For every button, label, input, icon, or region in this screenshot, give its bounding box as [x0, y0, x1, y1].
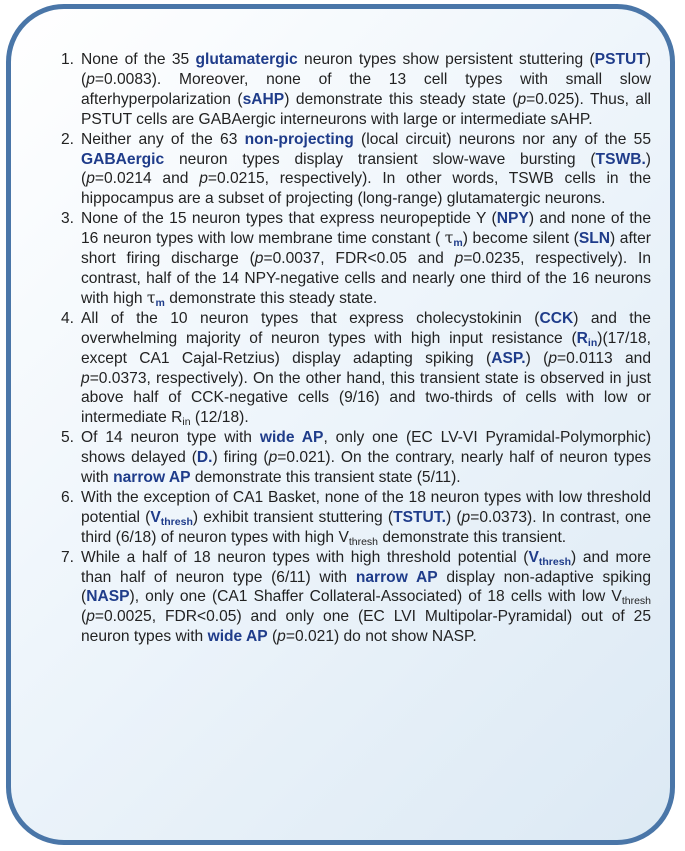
- text-run: ) (: [81, 150, 651, 188]
- finding-item: [61, 309, 651, 428]
- tau-symbol: τ: [146, 288, 156, 307]
- text-run: neuron types show persistent stuttering (: [297, 51, 595, 68]
- text-run: With the exception of CA1 Basket, none of the 18 neuron types with low threshold potential (: [81, 488, 651, 526]
- keyword: TSWB.: [595, 150, 646, 168]
- finding-number: 2.: [61, 130, 75, 148]
- finding-text: [81, 489, 651, 546]
- p-value-symbol: p: [199, 170, 208, 188]
- text-run: =0.0215, respectively). In other words, TSWB cells in the hippocampus are a subset of projecting (long-range) glutamatergic neurons.: [81, 170, 651, 208]
- text-run: =0.0113 and: [557, 349, 652, 367]
- text-run: Of 14 neuron type with: [81, 429, 260, 447]
- text-run: display non-adaptive spiking (: [81, 568, 652, 606]
- keyword: D.: [196, 449, 213, 467]
- text-run: ) and the overwhelming majority of neuron types with high input resistance (: [81, 309, 651, 347]
- text-run: =0.025). Thus, all PSTUT cells are GABAergic interneurons with large or intermediate sAHP.: [81, 90, 651, 128]
- finding-number: 5.: [61, 429, 75, 447]
- findings-card: [6, 4, 675, 845]
- finding-text: [81, 549, 651, 646]
- finding-item: [61, 209, 651, 309]
- text-run: ) and more than half of neuron type (6/11) with: [81, 548, 651, 586]
- subscript: thresh: [621, 595, 651, 608]
- p-value-symbol: p: [86, 70, 95, 88]
- finding-text: [81, 310, 651, 427]
- subscript: thresh: [160, 515, 193, 528]
- finding-number: 1.: [61, 51, 75, 68]
- text-run: ) firing (: [212, 449, 269, 467]
- finding-text: [81, 210, 651, 307]
- p-value-symbol: p: [461, 508, 471, 526]
- keyword: R: [576, 329, 588, 347]
- keyword: NASP: [86, 588, 130, 606]
- subscript: in: [182, 416, 191, 429]
- text-run: ) (: [81, 51, 651, 88]
- p-value-symbol: p: [81, 369, 90, 387]
- text-run: , only one (EC LV-VI Pyramidal-Polymorphic) shows delayed (: [81, 429, 652, 467]
- text-run: ) become silent (: [462, 230, 579, 248]
- text-run: Neither any of the 63: [81, 130, 245, 148]
- p-value-symbol: p: [268, 449, 278, 467]
- keyword: TSTUT.: [393, 508, 446, 526]
- text-run: ) after short firing discharge (: [81, 230, 651, 268]
- text-run: (: [267, 628, 278, 646]
- text-run: ) (: [525, 349, 549, 367]
- finding-text: [81, 51, 651, 128]
- text-run: (local circuit) neurons nor any of the 55: [353, 130, 651, 148]
- subscript: thresh: [538, 555, 571, 568]
- text-run: ) demonstrate this steady state (: [284, 90, 518, 108]
- findings-list: [61, 50, 651, 647]
- tau-symbol: τ: [444, 229, 454, 248]
- keyword: sAHP: [242, 90, 285, 108]
- p-value-symbol: p: [454, 250, 464, 268]
- finding-number: 7.: [61, 548, 75, 566]
- text-run: =0.0235, respectively). In contrast, half of the 14 NPY-negative cells and nearly one third of the 16 neurons with high: [81, 250, 651, 307]
- finding-text: [81, 131, 651, 208]
- text-run: =0.021). On the contrary, nearly half of neuron types with: [81, 449, 651, 487]
- keyword: GABAergic: [81, 150, 165, 168]
- keyword: glutamatergic: [195, 51, 298, 68]
- text-run: ), only one (CA1 Shaffer Collateral-Associated) of 18 cells with low V: [129, 588, 622, 606]
- p-value-symbol: p: [548, 349, 558, 367]
- text-run: (: [81, 608, 87, 626]
- keyword: PSTUT: [594, 51, 646, 68]
- text-run: demonstrate this steady state.: [164, 289, 378, 307]
- text-run: ) (: [445, 508, 462, 526]
- subscript: thresh: [348, 535, 379, 548]
- finding-item: [61, 130, 651, 210]
- keyword: NPY: [496, 210, 529, 228]
- keyword: V: [150, 508, 161, 526]
- keyword: wide AP: [259, 429, 324, 447]
- finding-item: [61, 488, 651, 548]
- finding-item: [61, 548, 651, 648]
- keyword: CCK: [539, 309, 574, 327]
- text-run: demonstrate this transient state (5/11).: [190, 469, 461, 487]
- p-value-symbol: p: [277, 628, 286, 646]
- text-run: None of the 15 neuron types that express neuropeptide Y (: [81, 210, 497, 228]
- keyword: wide AP: [207, 628, 268, 646]
- text-run: neuron types display transient slow-wave bursting (: [164, 150, 596, 168]
- finding-item: [61, 50, 651, 130]
- text-run: None of the 35: [81, 51, 196, 68]
- text-run: demonstrate this transient.: [378, 528, 567, 546]
- subscript: m: [155, 296, 165, 309]
- subscript: in: [587, 336, 598, 349]
- keyword: narrow AP: [355, 568, 438, 586]
- keyword: ASP.: [491, 349, 526, 367]
- p-value-symbol: p: [86, 608, 95, 626]
- finding-number: 4.: [61, 309, 75, 327]
- p-value-symbol: p: [254, 250, 264, 268]
- finding-item: [61, 428, 651, 488]
- text-run: =0.021) do not show NASP.: [285, 628, 477, 646]
- text-run: =0.0025, FDR<0.05) and only one (EC LVI Multipolar-Pyramidal) out of 25 neuron types with: [81, 608, 651, 646]
- p-value-symbol: p: [517, 90, 527, 108]
- finding-text: [81, 429, 651, 486]
- keyword: narrow AP: [113, 469, 191, 487]
- keyword: V: [528, 548, 539, 566]
- text-run: All of the 10 neuron types that express cholecystokinin (: [81, 309, 540, 327]
- text-run: =0.0214 and: [94, 170, 200, 188]
- keyword: SLN: [578, 230, 610, 248]
- finding-number: 3.: [61, 210, 75, 228]
- finding-number: 6.: [61, 488, 75, 506]
- text-run: =0.0083). Moreover, none of the 13 cell types with small slow afterhyperpolarization (: [81, 70, 651, 108]
- text-run: =0.0037, FDR<0.05 and: [263, 250, 455, 268]
- p-value-symbol: p: [86, 170, 95, 188]
- text-run: )(17/18, except CA1 Cajal-Retzius) display adapting spiking (: [81, 329, 651, 367]
- text-run: While a half of 18 neuron types with high threshold potential (: [81, 548, 529, 566]
- text-run: (12/18).: [190, 409, 249, 427]
- text-run: =0.0373). In contrast, one third (6/18) of neuron types with high V: [81, 508, 652, 546]
- subscript: m: [453, 237, 463, 250]
- text-run: ) and none of the 16 neuron types with low membrane time constant (: [81, 210, 652, 248]
- text-run: =0.0373, respectively). On the other hand, this transient state is observed in just above half of CCK-negative cells (9/16) and two-thirds of cells with low or intermediate R: [81, 369, 651, 427]
- keyword: non-projecting: [244, 130, 354, 148]
- text-run: ) exhibit transient stuttering (: [192, 508, 394, 526]
